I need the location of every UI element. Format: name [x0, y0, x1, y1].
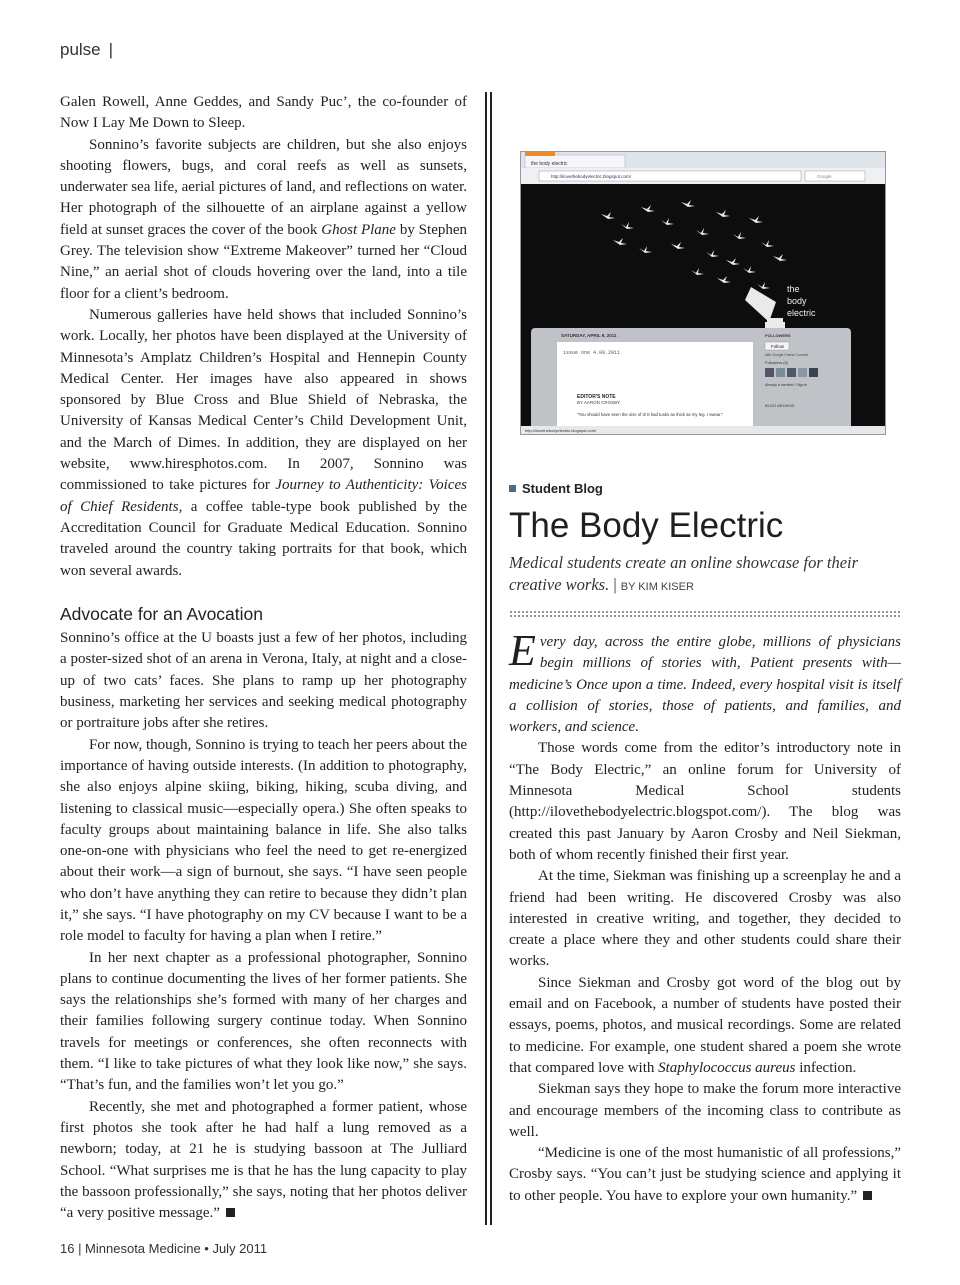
subheading: Advocate for an Avocation	[60, 603, 264, 624]
paragraph: “Medicine is one of the most humanistic of all professions,” Crosby says. “You can’t just be studying science and applying it to other people. You have to explore your own humanity.”	[509, 1145, 901, 1204]
blog-screenshot	[520, 151, 886, 435]
paragraph: Siekman says they hope to make the forum more interactive and encourage members of the incoming class to contribute as well.	[509, 1081, 901, 1140]
tab-title: the body electric	[531, 161, 568, 167]
dotted-rule	[509, 610, 901, 618]
dek: Medical students create an online showcase for their creative works. | BY KIM KISER	[509, 553, 859, 594]
address-url: http://ilovethebodyelectric.blogspot.com/	[551, 174, 632, 179]
note-author: BY AARON CROSBY	[577, 400, 621, 405]
status-url: http://ilovethebodyelectric.blogspot.com/	[525, 428, 597, 433]
end-mark-icon	[226, 1208, 235, 1217]
paragraph: Since Siekman and Crosby got word of the blog out by email and on Facebook, a number of students have posted their essays, poems, photos, and musical recordings. Some are related to medicine. For example, one student shared a poem she wrote that compared love with Staphylococcus aureus infection.	[509, 974, 901, 1076]
kicker: Student Blog	[509, 481, 901, 496]
note-title: EDITOR'S NOTE	[577, 394, 616, 400]
page-footer: 16 | Minnesota Medicine • July 2011	[60, 1241, 268, 1256]
paragraph: At the time, Siekman was finishing up a screenplay he and a friend had been writing. He discovered Crosby was also interested in creative writing, and together, they decided to create a place where they and other students could share their works.	[509, 868, 901, 970]
intro-paragraph: Every day, across the entire globe, millions of physicians begin millions of stories with, Patient presents with—medicine’s Once upon a time. Indeed, every hospital visit is itself a collision of stories, those of patients, and families, and workers, and science.	[509, 626, 901, 736]
blog-title-line: electric	[787, 308, 816, 318]
note-quote: "You should have seen the size of it! It had tusks as thick as my leg. I swear."	[577, 412, 724, 417]
paragraph: Sonnino’s favorite subjects are children, but she also enjoys shooting flowers, bugs, and coral reefs as well as sunsets, underwater sea life, aerial pictures of land, and reflections on water. Her photograph of the silhouette of an airplane against a yellow field at sunset graces the cover of the book Ghost Plane by Stephen Grey. The television show “Extreme Makeover” turned her “Cloud Nine,” an aerial shot of clouds hovering over the land, into a tile floor for a client’s bedroom.	[60, 136, 468, 302]
paragraph: Numerous galleries have held shows that included Sonnino’s work. Locally, her photos have been displayed at the University of Minnesota’s Amplatz Children’s Hospital and Hennepin County Medical Center. Her images have also appeared in shows sponsored by Blue Cross and Blue Shield of Nebraska, the University of Kansas Medical Center’s Child Development Unit, and the March of Dimes. In addition, they are displayed on her website, www.hiresphotos.com. In 2007, Sonnino was commissioned to take pictures for Journey to Authenticity: Voices of Chief Residents, a coffee table-type book published by the Accreditation Council for Graduate Medical Education. Sonnino traveled around the country taking portraits for that book, which won several awards.	[60, 306, 468, 579]
paragraph: Recently, she met and photographed a former patient, whose first photos she took after he had half a lung removed as a newborn; today, at 21 he is studying bassoon at The Julliard School. “What surprises me is that he has the lung capacity to play the bassoon professionally,” she says, noting that her photos deliver “a very positive message.”	[60, 1098, 467, 1222]
byline-separator: |	[613, 575, 617, 594]
blog-archive-heading: BLOG ARCHIVE	[765, 403, 795, 408]
blog-title-line: the	[787, 284, 800, 294]
paragraph: Those words come from the editor’s introductory note in “The Body Electric,” an online forum for University of Minnesota Medical School students (http://ilovethebodyelectric.blogspot.com/). The blog was created this past January by Aaron Crosby and Neil Siekman, both of whom recently finished their first year.	[509, 740, 901, 863]
paragraph: For now, though, Sonnino is trying to teach her peers about the importance of having outside interests. (In addition to photography, she also enjoys alpine skiing, biking, hiking, scuba diving, and listening to classical music—especially opera.) She often speaks to faculty groups about maintaining balance in life. She also talks one-on-one with physicians who feel the need to get re-energized about their work—a sign of burnout, she says. “I have seen people who don’t have anything they can retire to because they didn’t plan it,” she says. “I have photography on my CV because I want to be a role model to faculty for having a plan when I retire.”	[60, 736, 467, 945]
running-head	[60, 40, 113, 60]
member-prompt: Already a member? Sign in	[765, 383, 808, 387]
post-date: SATURDAY, APRIL 9, 2011	[561, 333, 617, 338]
right-column	[509, 481, 901, 1207]
byline: BY KIM KISER	[620, 581, 694, 593]
section-label: pulse	[60, 40, 101, 59]
followers-count: Followers (5)	[765, 360, 789, 365]
follow-caption: with Google Friend Connect	[765, 353, 809, 357]
section-separator: |	[108, 40, 114, 59]
species-name: Staphylococcus aureus	[658, 1059, 796, 1076]
kicker-square-icon	[509, 485, 516, 492]
left-column	[60, 92, 467, 1224]
book-title: Journey to Authenticity: Voices of Chief Residents,	[60, 477, 467, 515]
headline: The Body Electric	[509, 506, 784, 545]
paragraph: Galen Rowell, Anne Geddes, and Sandy Puc’, the co-founder of Now I Lay Me Down to Sleep.	[60, 94, 467, 132]
paragraph: In her next chapter as a professional photographer, Sonnino plans to continue documenting the lives of her former patients. She says the relationships she’s formed with many of her charges and their families following surgery continue today. When Sonnino travels for meetings or conferences, she often reconnects with them. “I like to take pictures of what they look like now,” she says. “That’s fun, and the families won’t let you go.”	[60, 949, 467, 1094]
follower-avatars	[765, 368, 818, 377]
browser-menu-button	[525, 152, 555, 156]
search-placeholder: Google	[817, 174, 832, 179]
book-title: Ghost Plane	[321, 221, 396, 238]
sidebar-heading: FOLLOWERS	[765, 333, 791, 338]
end-mark-icon	[863, 1191, 872, 1200]
follow-label: Follow	[771, 344, 785, 349]
drop-cap: E	[509, 626, 536, 675]
search-box	[805, 171, 865, 181]
blog-title-line: body	[787, 296, 807, 306]
column-divider	[485, 92, 492, 1225]
paragraph: Sonnino’s office at the U boasts just a few of her photos, including a poster-sized shot of an arena in Verona, Italy, at night and a close-up of two cats’ faces. She plans to ramp up her photography business, marketing her services and seeking medical photography or portraiture jobs after she retires.	[60, 630, 467, 732]
article-body	[509, 626, 901, 1207]
issue-line: issue one 4.09.2011	[563, 350, 621, 356]
